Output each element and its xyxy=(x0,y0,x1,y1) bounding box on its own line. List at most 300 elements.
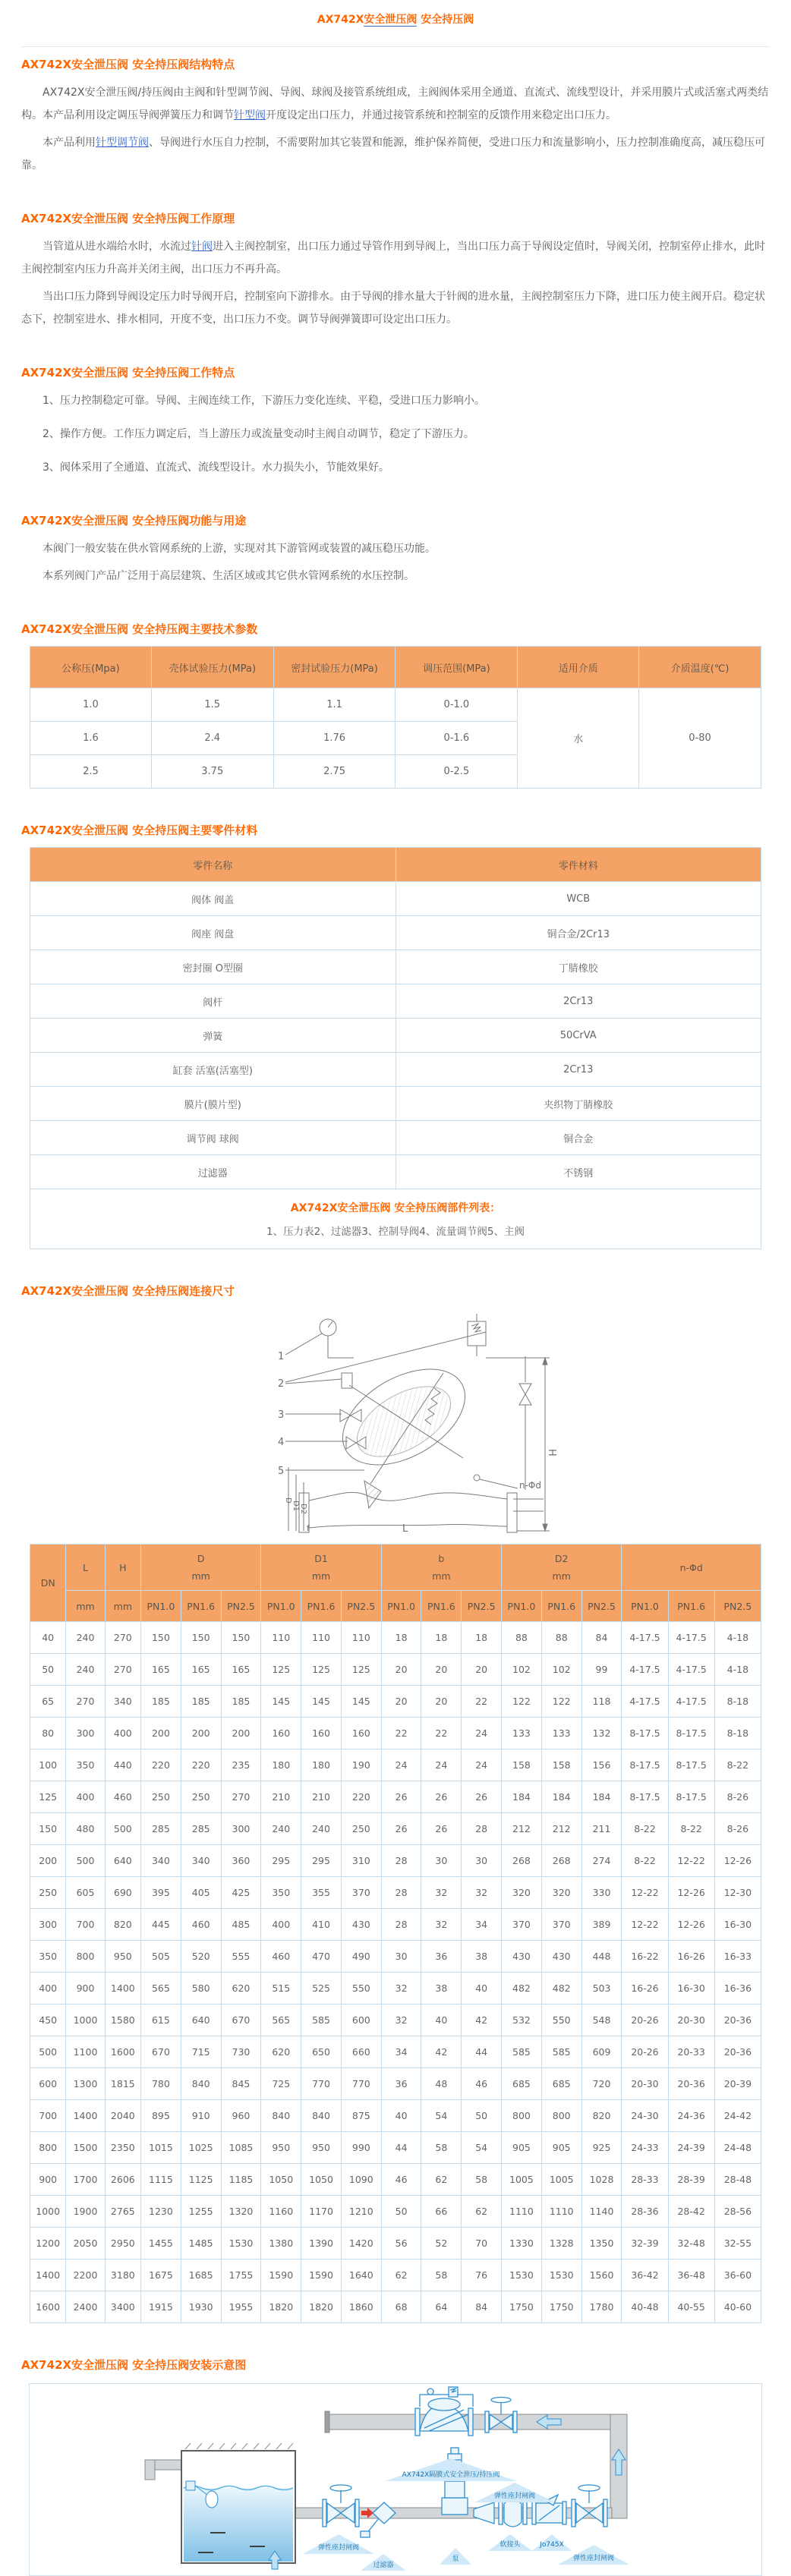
table-cell: 200 xyxy=(221,1718,261,1749)
table-cell: 4-17.5 xyxy=(622,1654,668,1686)
table-cell: 480 xyxy=(66,1813,105,1845)
table-cell: 410 xyxy=(301,1909,342,1941)
table-cell: 355 xyxy=(301,1877,342,1909)
table-cell: 46 xyxy=(462,2068,502,2100)
column-group-d: D mm xyxy=(141,1545,261,1591)
table-cell: 925 xyxy=(581,2132,622,2164)
table-cell: 270 xyxy=(105,1654,140,1686)
callout-3: 3 xyxy=(278,1409,285,1421)
column-header: 壳体试验压力(MPa) xyxy=(151,647,273,688)
table-cell: 950 xyxy=(105,1941,140,1973)
table-cell: 482 xyxy=(541,1973,581,2004)
table-cell: 1.1 xyxy=(273,688,396,722)
table-cell: 525 xyxy=(301,1973,342,2004)
parts-list-text: 1、压力表2、过滤器3、控制导阀4、流量调节阀5、主阀 xyxy=(266,1226,525,1238)
dim-label-f: f xyxy=(307,1523,310,1533)
table-cell: 24 xyxy=(421,1749,462,1781)
table-cell: 32 xyxy=(381,2004,421,2036)
table-cell: 32-39 xyxy=(622,2228,668,2260)
column-header-l: L xyxy=(66,1545,105,1591)
table-cell: 1400 xyxy=(30,2260,66,2291)
table-cell: 40-48 xyxy=(622,2291,668,2323)
table-cell: 640 xyxy=(181,2004,221,2036)
table-cell: 8-26 xyxy=(714,1781,761,1813)
table-cell: 30 xyxy=(381,1941,421,1973)
table-cell: 62 xyxy=(462,2196,502,2228)
table-cell: 1320 xyxy=(221,2196,261,2228)
table-cell: 12-26 xyxy=(714,1845,761,1877)
table-cell: 58 xyxy=(421,2132,462,2164)
table-cell: 8-17.5 xyxy=(622,1749,668,1781)
table-cell: 26 xyxy=(381,1813,421,1845)
label-gate-a: 弹性座封闸阀 xyxy=(317,2544,360,2552)
table-cell: 340 xyxy=(181,1845,221,1877)
table-cell: 550 xyxy=(341,1973,381,2004)
table-cell: 780 xyxy=(141,2068,181,2100)
table-cell: 20-36 xyxy=(714,2036,761,2068)
table-row xyxy=(30,1686,761,1718)
table-cell: 76 xyxy=(462,2260,502,2291)
table-cell: 122 xyxy=(502,1686,542,1718)
table-cell: 20 xyxy=(381,1654,421,1686)
installation-diagram xyxy=(29,2383,762,2576)
table-cell: 62 xyxy=(421,2164,462,2196)
table-cell: 28 xyxy=(381,1877,421,1909)
table-cell: 46 xyxy=(381,2164,421,2196)
table-cell: 184 xyxy=(541,1781,581,1813)
table-cell: 34 xyxy=(462,1909,502,1941)
table-cell: 40-55 xyxy=(668,2291,714,2323)
table-cell: 118 xyxy=(581,1686,622,1718)
table-cell: 24 xyxy=(462,1749,502,1781)
table-row xyxy=(30,1973,761,2004)
table-row xyxy=(30,1813,761,1845)
table-cell: 1230 xyxy=(141,2196,181,2228)
table-row xyxy=(30,1591,761,1622)
table-cell: 36 xyxy=(421,1941,462,1973)
table-cell: 156 xyxy=(581,1749,622,1781)
table-cell: 320 xyxy=(502,1877,542,1909)
table-cell: 2Cr13 xyxy=(396,1053,761,1087)
table-cell: 4-17.5 xyxy=(622,1622,668,1654)
table-cell: 400 xyxy=(261,1909,301,1941)
table-row xyxy=(30,1019,761,1053)
table-cell: 24-33 xyxy=(622,2132,668,2164)
table-cell: 铜合金 xyxy=(396,1121,761,1155)
column-header-h: H xyxy=(105,1545,140,1591)
table-cell: 32 xyxy=(381,1973,421,2004)
table-cell: 1955 xyxy=(221,2291,261,2323)
section-heading-dimensions: AX742X安全泄压阀 安全持压阀连接尺寸 xyxy=(21,1284,235,1298)
table-cell: 905 xyxy=(541,2132,581,2164)
table-cell: 270 xyxy=(66,1686,105,1718)
callout-2: 2 xyxy=(278,1378,285,1390)
table-cell: 605 xyxy=(66,1877,105,1909)
dim-label-d2: D2 xyxy=(299,1504,307,1515)
table-cell: PN1.0 xyxy=(261,1591,301,1622)
table-row xyxy=(30,1909,761,1941)
table-row xyxy=(30,882,761,916)
table-cell: 1560 xyxy=(581,2260,622,2291)
table-cell: 36-60 xyxy=(714,2260,761,2291)
table-cell: 150 xyxy=(181,1622,221,1654)
table-row xyxy=(30,984,761,1019)
table-cell: 250 xyxy=(181,1781,221,1813)
table-cell: 28-39 xyxy=(668,2164,714,2196)
table-cell: 20 xyxy=(421,1654,462,1686)
table-cell: 400 xyxy=(30,1973,66,2004)
dim-label-d1: D1 xyxy=(292,1501,300,1512)
table-cell: 62 xyxy=(381,2260,421,2291)
table-cell: 1255 xyxy=(181,2196,221,2228)
table-cell: 310 xyxy=(341,1845,381,1877)
table-cell: 1028 xyxy=(581,2164,622,2196)
table-cell: 1580 xyxy=(105,2004,140,2036)
table-cell: 2950 xyxy=(105,2228,140,2260)
table-cell: 1400 xyxy=(66,2100,105,2132)
table-cell: 1500 xyxy=(66,2132,105,2164)
table-cell: 50 xyxy=(30,1654,66,1686)
table-cell: 500 xyxy=(66,1845,105,1877)
table-cell: 330 xyxy=(581,1877,622,1909)
page-title-post: 安全持压阀 xyxy=(417,14,474,26)
table-cell: 220 xyxy=(181,1749,221,1781)
paragraph xyxy=(21,81,770,127)
table-cell: 1050 xyxy=(261,2164,301,2196)
table-cell: 50 xyxy=(462,2100,502,2132)
table-cell: 1590 xyxy=(261,2260,301,2291)
table-cell: 18 xyxy=(462,1622,502,1654)
float-ball xyxy=(206,2491,218,2508)
table-cell: 32 xyxy=(421,1909,462,1941)
table-cell: 235 xyxy=(221,1749,261,1781)
table-cell: 20-26 xyxy=(622,2036,668,2068)
table-cell: 395 xyxy=(141,1877,181,1909)
table-cell: 185 xyxy=(181,1686,221,1718)
table-cell: 20-36 xyxy=(714,2004,761,2036)
table-cell: 340 xyxy=(141,1845,181,1877)
table-cell: 1300 xyxy=(66,2068,105,2100)
page-title-link[interactable]: 安全泄压阀 xyxy=(364,14,418,26)
table-cell: PN2.5 xyxy=(581,1591,622,1622)
table-cell: 1015 xyxy=(141,2132,181,2164)
table-cell: 12-22 xyxy=(622,1877,668,1909)
table-cell: 1400 xyxy=(105,1973,140,2004)
table-cell: 1750 xyxy=(541,2291,581,2323)
dim-label-nphid: n-Φd xyxy=(519,1480,541,1491)
inline-link[interactable]: 针阀 xyxy=(191,241,213,253)
table-cell: 1005 xyxy=(541,2164,581,2196)
paragraph: 本阀门一般安装在供水管网系统的上游，实现对其下游管网或装置的减压稳压功能。 xyxy=(43,543,436,555)
table-cell: 1090 xyxy=(341,2164,381,2196)
table-cell: 650 xyxy=(301,2036,342,2068)
table-row xyxy=(30,1622,761,1654)
table-cell: 715 xyxy=(181,2036,221,2068)
label-strainer: 过滤器 xyxy=(373,2562,394,2569)
table-cell: 212 xyxy=(502,1813,542,1845)
table-cell: 210 xyxy=(261,1781,301,1813)
table-cell: 360 xyxy=(221,1845,261,1877)
valve-cross-section-drawing xyxy=(213,1309,770,1536)
table-header-row xyxy=(30,647,761,688)
materials-table xyxy=(30,847,761,1249)
table-cell: 28-33 xyxy=(622,2164,668,2196)
table-cell: PN1.6 xyxy=(668,1591,714,1622)
table-cell: 1915 xyxy=(141,2291,181,2323)
table-cell: 8-18 xyxy=(714,1686,761,1718)
table-row xyxy=(30,1053,761,1087)
table-cell: 1.0 xyxy=(30,688,152,722)
table-cell: 389 xyxy=(581,1909,622,1941)
table-cell: 482 xyxy=(502,1973,542,2004)
column-header: 零件名称 xyxy=(30,848,396,882)
table-cell: 895 xyxy=(141,2100,181,2132)
table-cell: 42 xyxy=(421,2036,462,2068)
table-cell: 1750 xyxy=(502,2291,542,2323)
table-cell: 1110 xyxy=(502,2196,542,2228)
table-cell: 水 xyxy=(518,688,639,789)
page-title-pre: AX742X xyxy=(317,14,364,26)
section-heading-materials: AX742X安全泄压阀 安全持压阀主要零件材料 xyxy=(21,824,258,837)
table-cell: 铜合金/2Cr13 xyxy=(396,916,761,950)
table-cell: 1530 xyxy=(541,2260,581,2291)
section-heading-structure: AX742X安全泄压阀 安全持压阀结构特点 xyxy=(21,58,235,71)
table-cell: 12-30 xyxy=(714,1877,761,1909)
table-cell: 26 xyxy=(462,1781,502,1813)
table-cell: 425 xyxy=(221,1877,261,1909)
table-cell: 4-17.5 xyxy=(668,1622,714,1654)
water xyxy=(184,2488,293,2562)
table-cell: 450 xyxy=(30,2004,66,2036)
table-cell: 620 xyxy=(261,2036,301,2068)
table-cell: 58 xyxy=(462,2164,502,2196)
table-cell: 580 xyxy=(181,1973,221,2004)
table-cell: 40 xyxy=(381,2100,421,2132)
table-cell: 24-39 xyxy=(668,2132,714,2164)
column-group-d2: D2 mm xyxy=(502,1545,622,1591)
table-cell: 184 xyxy=(581,1781,622,1813)
table-cell: 125 xyxy=(341,1654,381,1686)
table-cell: 600 xyxy=(30,2068,66,2100)
table-cell: 40 xyxy=(462,1973,502,2004)
table-cell: 180 xyxy=(301,1749,342,1781)
table-cell: 295 xyxy=(261,1845,301,1877)
table-cell: 503 xyxy=(581,1973,622,2004)
gate-valve-right xyxy=(572,2485,607,2527)
column-header: 调压范围(MPa) xyxy=(396,647,518,688)
table-cell: 690 xyxy=(105,1877,140,1909)
table-cell: 670 xyxy=(221,2004,261,2036)
table-cell: 28 xyxy=(462,1813,502,1845)
table-cell: 调节阀 球阀 xyxy=(30,1121,396,1155)
table-cell: 20-36 xyxy=(668,2068,714,2100)
table-cell: 20 xyxy=(462,1654,502,1686)
label-soft-joint: 软接头 xyxy=(499,2541,521,2549)
table-cell: 40 xyxy=(30,1622,66,1654)
table-cell: 28-48 xyxy=(714,2164,761,2196)
table-cell: 36-42 xyxy=(622,2260,668,2291)
inline-link[interactable]: 针型阀 xyxy=(234,109,266,121)
table-cell: 220 xyxy=(141,1749,181,1781)
table-cell: 1110 xyxy=(541,2196,581,2228)
table-cell: 500 xyxy=(105,1813,140,1845)
table-cell: 1780 xyxy=(581,2291,622,2323)
table-cell: 1185 xyxy=(221,2164,261,2196)
table-row xyxy=(30,1121,761,1155)
table-cell: 145 xyxy=(261,1686,301,1718)
table-cell: 285 xyxy=(141,1813,181,1845)
table-cell: 1170 xyxy=(301,2196,342,2228)
table-cell: 532 xyxy=(502,2004,542,2036)
column-group-nphid: n-Φd xyxy=(622,1545,761,1591)
parts-list-row xyxy=(30,1189,761,1249)
table-cell: 550 xyxy=(541,2004,581,2036)
callout-1: 1 xyxy=(278,1351,285,1362)
table-cell: 240 xyxy=(66,1654,105,1686)
table-cell: 24-42 xyxy=(714,2100,761,2132)
table-cell: 295 xyxy=(301,1845,342,1877)
table-row xyxy=(30,2068,761,2100)
table-cell: 211 xyxy=(581,1813,622,1845)
table-cell: 185 xyxy=(141,1686,181,1718)
table-cell: 8-22 xyxy=(668,1813,714,1845)
table-cell: 660 xyxy=(341,2036,381,2068)
gate-valve-left xyxy=(323,2485,359,2527)
table-cell: 1590 xyxy=(301,2260,342,2291)
table-cell: 840 xyxy=(181,2068,221,2100)
table-cell: 0-1.6 xyxy=(396,722,518,755)
table-cell: 840 xyxy=(261,2100,301,2132)
table-cell: 445 xyxy=(141,1909,181,1941)
installation-diagram-svg xyxy=(30,2384,743,2575)
table-cell: 1485 xyxy=(181,2228,221,2260)
table-cell: 1700 xyxy=(66,2164,105,2196)
table-cell: 1530 xyxy=(502,2260,542,2291)
text: 、导阀进行水压自力控制，不需要附加其它装置和能源，维护保养简便，受进口压力和流量影响小，压力控制准确度高，减压稳压可靠。 xyxy=(21,137,765,172)
table-cell: 4-17.5 xyxy=(668,1686,714,1718)
paragraph xyxy=(21,235,770,281)
table-row xyxy=(30,1845,761,1877)
table-row xyxy=(30,1749,761,1781)
label-jo745x: Jo745X xyxy=(540,2541,564,2549)
table-cell: 28-42 xyxy=(668,2196,714,2228)
top-pipe xyxy=(329,2414,627,2430)
dim-label-d: D xyxy=(284,1497,292,1504)
table-row xyxy=(30,916,761,950)
table-cell: 770 xyxy=(341,2068,381,2100)
table-cell: 1600 xyxy=(30,2291,66,2323)
table-row xyxy=(30,2004,761,2036)
table-row xyxy=(30,2100,761,2132)
table-cell: 8-17.5 xyxy=(622,1718,668,1749)
table-cell: 200 xyxy=(141,1718,181,1749)
paragraph: 本系列阀门产品广泛用于高层建筑、生活区域或其它供水管网系统的水压控制。 xyxy=(43,570,414,582)
table-cell: 1.6 xyxy=(30,722,152,755)
table-cell: 158 xyxy=(502,1749,542,1781)
table-cell: 905 xyxy=(502,2132,542,2164)
table-row xyxy=(30,1087,761,1121)
table-cell: WCB xyxy=(396,882,761,916)
table-cell: 38 xyxy=(462,1941,502,1973)
table-cell: 32-48 xyxy=(668,2228,714,2260)
table-cell: 1100 xyxy=(66,2036,105,2068)
table-cell: 800 xyxy=(502,2100,542,2132)
table-cell: 3.75 xyxy=(151,755,273,789)
table-cell: 20 xyxy=(381,1686,421,1718)
table-cell: 1328 xyxy=(541,2228,581,2260)
table-cell: 200 xyxy=(181,1718,221,1749)
feature-item: 2、操作方便。工作压力调定后，当上游压力或流量变动时主阀自动调节，稳定了下游压力。 xyxy=(43,428,474,440)
table-cell: 200 xyxy=(30,1845,66,1877)
table-row xyxy=(30,2196,761,2228)
table-cell: 160 xyxy=(301,1718,342,1749)
paragraph xyxy=(21,131,770,177)
table-cell: 16-36 xyxy=(714,1973,761,2004)
table-cell: 密封圈 O型圈 xyxy=(30,950,396,984)
table-cell: 1125 xyxy=(181,2164,221,2196)
table-cell: 30 xyxy=(421,1845,462,1877)
table-cell: 125 xyxy=(30,1781,66,1813)
table-cell: 过滤器 xyxy=(30,1155,396,1189)
table-cell: 270 xyxy=(221,1781,261,1813)
table-cell: 4-17.5 xyxy=(622,1686,668,1718)
table-cell: 16-22 xyxy=(622,1941,668,1973)
table-cell: 20-30 xyxy=(622,2068,668,2100)
table-cell: 670 xyxy=(141,2036,181,2068)
table-cell: 2040 xyxy=(105,2100,140,2132)
table-cell: 460 xyxy=(105,1781,140,1813)
table-cell: 1350 xyxy=(581,2228,622,2260)
table-cell: 240 xyxy=(261,1813,301,1845)
column-group-d1: D1 mm xyxy=(261,1545,381,1591)
text: 当管道从进水端给水时，水流过 xyxy=(43,241,191,253)
table-cell: 300 xyxy=(30,1909,66,1941)
table-cell: 1160 xyxy=(261,2196,301,2228)
table-cell: PN1.6 xyxy=(421,1591,462,1622)
table-cell: 585 xyxy=(502,2036,542,2068)
table-cell: 1900 xyxy=(66,2196,105,2228)
table-cell: 20-33 xyxy=(668,2036,714,2068)
table-cell: 64 xyxy=(421,2291,462,2323)
table-cell: 165 xyxy=(221,1654,261,1686)
table-cell: 125 xyxy=(261,1654,301,1686)
dim-label-l: L xyxy=(402,1523,408,1533)
table-cell: 4-18 xyxy=(714,1654,761,1686)
table-cell: 8-26 xyxy=(714,1813,761,1845)
table-cell: 88 xyxy=(502,1622,542,1654)
dim-label-h: H xyxy=(546,1449,557,1456)
table-cell: 88 xyxy=(541,1622,581,1654)
table-cell: 丁腈橡胶 xyxy=(396,950,761,984)
table-cell: mm xyxy=(66,1591,105,1622)
table-cell: 585 xyxy=(541,2036,581,2068)
table-cell: PN1.6 xyxy=(541,1591,581,1622)
callout-4: 4 xyxy=(278,1437,285,1448)
table-cell: 990 xyxy=(341,2132,381,2164)
table-cell: 1675 xyxy=(141,2260,181,2291)
table-cell: 2400 xyxy=(66,2291,105,2323)
table-cell: 240 xyxy=(301,1813,342,1845)
table-cell: 685 xyxy=(502,2068,542,2100)
inline-link[interactable]: 针型调节阀 xyxy=(96,137,149,149)
table-cell: 28-36 xyxy=(622,2196,668,2228)
table-cell: 133 xyxy=(541,1718,581,1749)
table-cell: 1815 xyxy=(105,2068,140,2100)
table-cell: 38 xyxy=(421,1973,462,2004)
table-cell: 0-80 xyxy=(639,688,761,789)
table-cell: 0-1.0 xyxy=(396,688,518,722)
table-cell: 1200 xyxy=(30,2228,66,2260)
